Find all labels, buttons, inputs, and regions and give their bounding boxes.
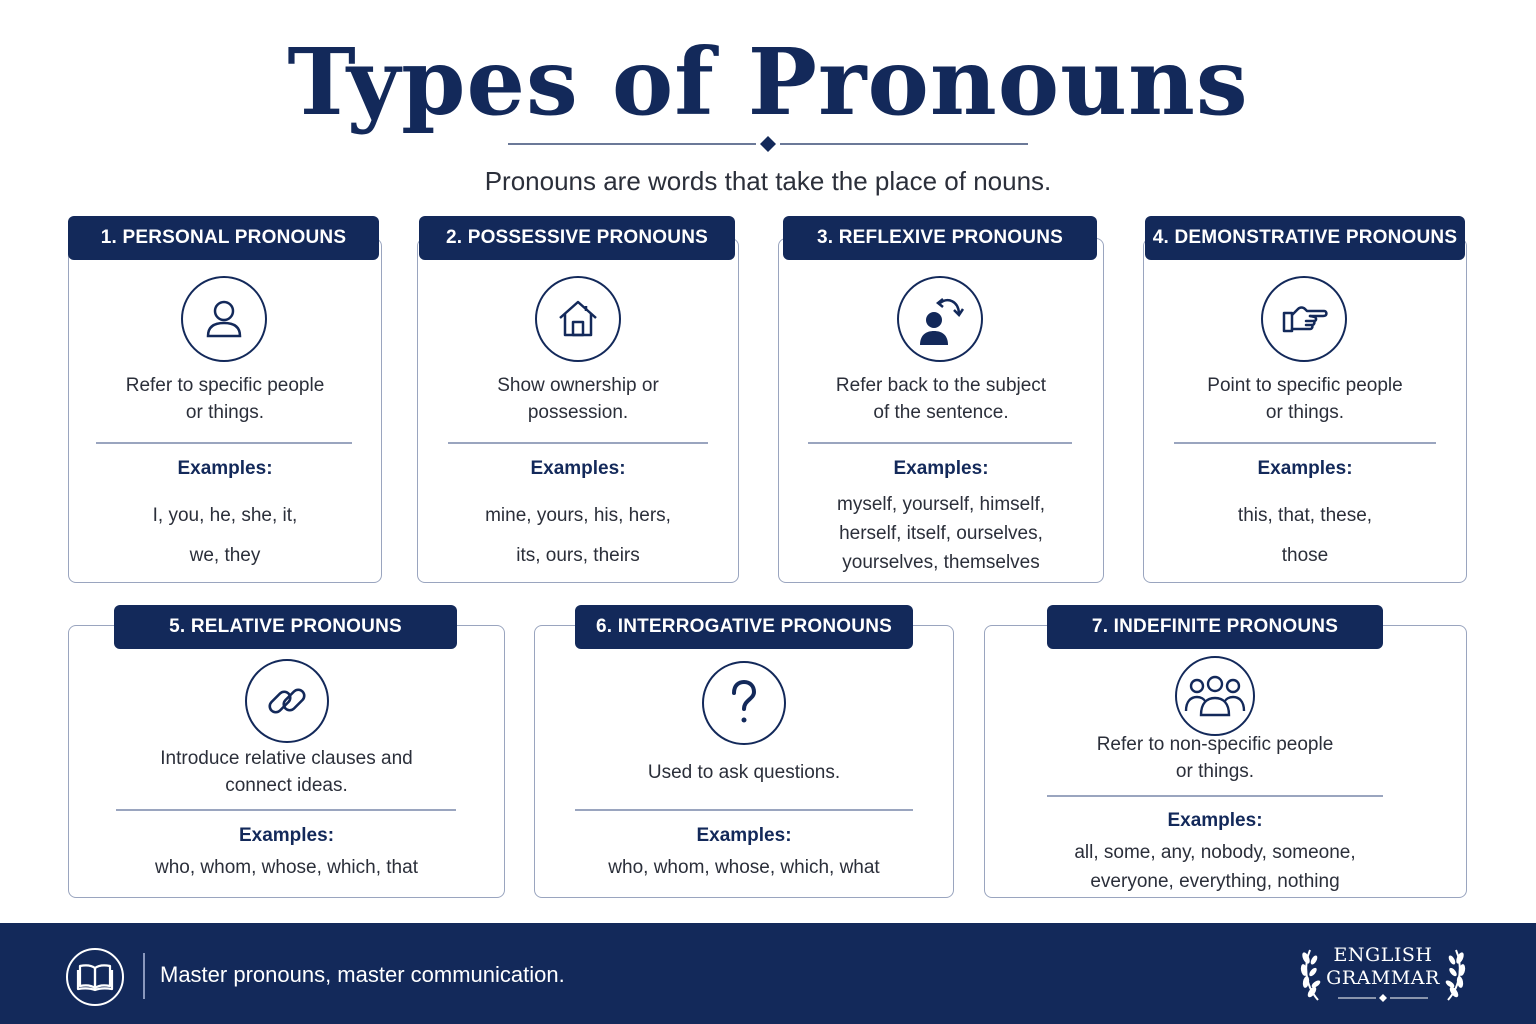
card-divider: [575, 809, 913, 811]
card-description: Show ownership or possession.: [497, 375, 659, 423]
examples-label: Examples:: [893, 458, 989, 479]
card-header: 4. DEMONSTRATIVE PRONOUNS: [1145, 216, 1465, 260]
card-description: Refer back to the subject of the sentence.: [835, 375, 1047, 423]
person-icon: [181, 276, 267, 362]
book-icon: [66, 948, 124, 1006]
card-header: 3. REFLEXIVE PRONOUNS: [783, 216, 1097, 260]
pointing-hand-icon: [1261, 276, 1347, 362]
chain-link-icon: [245, 659, 329, 743]
page-title: Types of Pronouns: [287, 28, 1249, 136]
examples-text: this, that, these, those: [1237, 505, 1373, 566]
card-header: 5. RELATIVE PRONOUNS: [114, 605, 457, 649]
examples-text: who, whom, whose, which, what: [608, 857, 880, 878]
card-divider: [116, 809, 456, 811]
badge-line-2: GRAMMAR: [1326, 967, 1440, 989]
examples-text: mine, yours, his, hers, its, ours, theirs: [485, 505, 671, 566]
examples-label: Examples:: [1257, 458, 1353, 479]
examples-text: myself, yourself, himself, herself, itself, ourselves, yourselves, themselves: [837, 494, 1045, 573]
examples-text: all, some, any, nobody, someone, everyone, everything, nothing: [1074, 842, 1356, 892]
question-mark-icon: [702, 661, 786, 745]
examples-label: Examples:: [1167, 810, 1263, 831]
badge-line-1: ENGLISH: [1333, 944, 1433, 966]
card-description: Refer to specific people or things.: [125, 375, 325, 423]
house-icon: [535, 276, 621, 362]
examples-label: Examples:: [696, 825, 792, 846]
examples-text: who, whom, whose, which, that: [155, 857, 418, 878]
card-header: 2. POSSESSIVE PRONOUNS: [419, 216, 735, 260]
examples-text: I, you, he, she, it, we, they: [152, 505, 298, 566]
title-divider: [508, 134, 1028, 154]
card-divider: [96, 442, 352, 444]
footer-tagline: Master pronouns, master communication.: [160, 962, 565, 987]
examples-label: Examples:: [238, 825, 335, 846]
card-description: Refer to non-specific people or things.: [1096, 734, 1334, 782]
card-divider: [1047, 795, 1383, 797]
card-header: 7. INDEFINITE PRONOUNS: [1047, 605, 1383, 649]
card-divider: [1174, 442, 1436, 444]
card-divider: [448, 442, 708, 444]
card-divider: [808, 442, 1072, 444]
card-header: 6. INTERROGATIVE PRONOUNS: [575, 605, 913, 649]
person-arrow-icon: [897, 276, 983, 362]
card-header: 1. PERSONAL PRONOUNS: [68, 216, 379, 260]
footer-separator: [143, 953, 145, 999]
page-subtitle: Pronouns are words that take the place of nouns.: [484, 166, 1052, 196]
card-description: Used to ask questions.: [647, 762, 841, 783]
examples-label: Examples:: [177, 458, 273, 479]
card-description: Introduce relative clauses and connect ideas.: [160, 748, 413, 796]
card-description: Point to specific people or things.: [1207, 375, 1403, 423]
group-icon: [1175, 656, 1255, 736]
examples-label: Examples:: [530, 458, 626, 479]
